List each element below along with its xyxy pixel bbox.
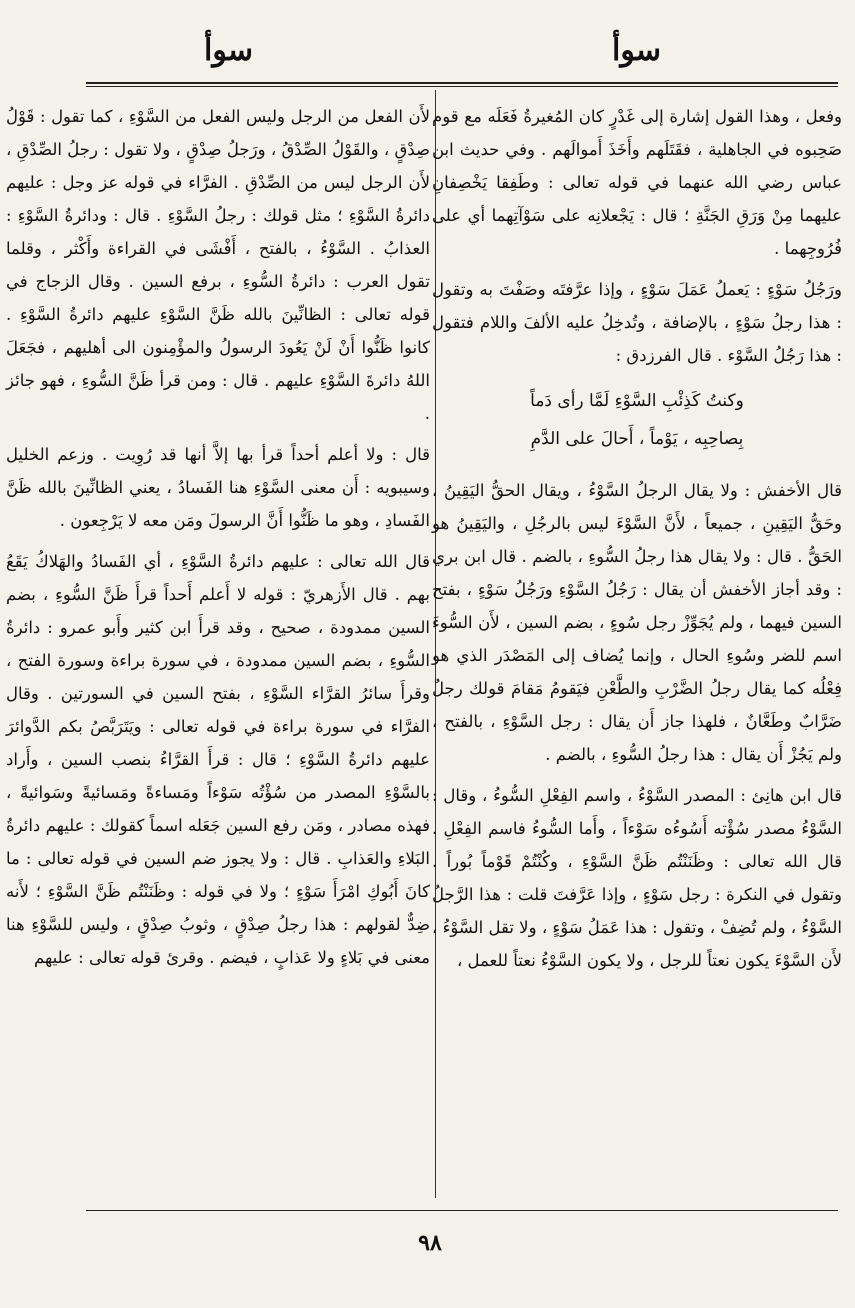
top-rule-thin (86, 86, 838, 87)
right-paragraph-2: ورَجُلُ سَوْءٍ : يَعملُ عَمَلَ سَوْءٍ ، وإذا عرَّفتَه وصَفْتَ به وتقول : هذا رجلُ سَوْءٍ ، بالإضافة ، وتُدخِلُ عليه الألفَ واللام فتقول : هذا رَجُلُ السَّوْء . قال الفرزدق : (432, 280, 842, 365)
right-paragraph-4: قال ابن هانِئ : المصدر السَّوْءُ ، واسم الفِعْلِ السُّوءُ ، وقال : السَّوْءُ مصدر سُؤْته أَسُوءُه سَوْءاً ، وأَما السُّوءُ فاسم الفِعْلِ . قال الله تعالى : وظَنَنْتُم ظَنَّ السَّوْءِ ، وكُنْتُمْ قَوْماً بُوراً . وتقول في النكرة : رجل سَوْءٍ ، وإذا عَرَّفتَ قلت : هذا الرَّجلُ السَّوْءُ ، ولم تُضِفْ ، وتقول : هذا عَمَلُ سَوْءٍ ، ولا تقل السَّوْءُ ، لأَن السَّوْءَ يكون نعتاً للرجل ، ولا يكون السَّوْءُ نعتاً للعمل ، (432, 786, 842, 970)
right-paragraph-3: قال الأخفش : ولا يقال الرجلُ السَّوْءُ ، ويقال الحقُّ اليَقِينُ ، وحَقُّ اليَقِينِ ، جميعاً ، لأَنَّ السَّوْءَ ليس بالرجُلِ ، واليَقِينُ هو الحَقُّ . قال : ولا يقال هذا رجلُ السُّوءِ ، بالضم . قال ابن بري : وقد أجاز الأخفش أن يقال : رَجُلُ السَّوْءِ ورَجُلُ سَوْءٍ ، بفتح السين فيهما ، ولم يُجَوِّزْ رجل سُوءٍ ، بضم السين ، لأَن السُّوءَ اسم للضر وسُوءِ الحال ، وإنما يُضاف إلى المَصْدَر الذي هو فِعْلُه كما يقال رجلُ الضَّرْبِ والطَّعْنِ فيَقومُ مَقامَ قولك رجلٌ ضَرَّابٌ وطَعَّانٌ ، فلهذا جاز أَن يقال : رجل السَّوْءِ ، بالفتح ، ولم يَجُزْ أَن يقال : هذا رجلُ السُّوءِ ، بالضم . (432, 481, 842, 764)
right-paragraph-1: وفعل ، وهذا القول إشارة إلى غَدْرٍ كان المُغيرةُ فَعَلَه مع قوم صَحِبوه في الجاهلية ، فقَتَلَهم وأَخَذَ أَموالَهم . وفي حديث ابن عباس رضي الله عنهما في قوله تعالى : وطَفِقا يَخْصِفانِ عليهما مِنْ وَرَقِ الجَنَّةِ ؛ قال : يَجْعلانِه على سَوْآتِهما أي على فُرُوجِهما . (432, 107, 842, 258)
bottom-rule (86, 1210, 838, 1211)
top-rule (86, 82, 838, 84)
left-paragraph-3: قال الله تعالى : عليهم دائرةُ السَّوْءِ ، أي الفَسادُ والهَلاكُ يَقَعُ بهم . قال الأَزهريّ : قوله لا أَعلم أَحداً قرأَ ظَنَّ السُّوءِ ، بضم السين ممدودة ، صحيح ، وقد قرأَ ابن كثير وأَبو عمرو : دائرةُ السُّوءِ ، بضم السين ممدودة ، في سورة براءة وسورة الفتح ، وقرأَ سائرُ القرَّاء السَّوْءِ ، بفتح السين في السورتين . وقال الفرَّاء في سورة براءة في قوله تعالى : ويَتَرَبَّصُ بكم الدَّوائرَ عليهم دائرةُ السَّوْءِ ؛ قال : قرأَ القرَّاءُ بنصب السين ، وأَراد بالسَّوْءِ المصدر من سُؤْتُه سَوْءاً ومَساءةً ومَسائيةً وسَوائيةً ، فهذه مصادر ، ومَن رفع السين جَعَله اسماً كقولك : عليهم دائرةُ البَلاءِ والعَذابِ . قال : ولا يجوز ضم السين في قوله تعالى : ما كانَ أَبُوكِ امْرَأَ سَوْءٍ ؛ ولا في قوله : وظَنَنْتُم ظَنَّ السَّوْءِ ؛ لأَنه ضِدٌّ لقولهم : هذا رجلُ صِدْقٍ ، وثوبُ صِدْقٍ ، وليس للسَّوْءِ هنا معنى في بَلاءٍ ولا عَذابٍ ، فيضم . وقرئ قوله تعالى : عليهم (6, 552, 430, 967)
right-column (432, 100, 842, 985)
left-header-word: سوأ (204, 33, 253, 68)
poetry-verse (432, 382, 842, 458)
page-number: ٩٨ (418, 1230, 442, 1256)
verse-line-1: وكنتُ كَذِئْبِ السَّوْءِ لَمَّا رأى دَماً (530, 391, 744, 411)
right-header-word: سوأ (612, 33, 661, 68)
left-paragraph-1: لأَن الفعل من الرجل وليس الفعل من السَّوْءِ ، كما تقول : قَوْلُ صِدْقٍ ، والقَوْلُ الصِّدْقُ ، ورَجلُ صِدْقٍ ، ولا تقول : رجلُ الصِّدْقِ ، لأَن الرجل ليس من الصِّدْقِ . الفرَّاء في قوله عز وجل : عليهم دائرةُ السَّوْءِ ؛ مثل قولك : رجلُ السَّوْءِ . قال : ودائرةُ السَّوْءِ : العذابُ . السَّوْءُ ، بالفتح ، أَفْشَى في القراءة وأَكْثر ، وقلما تقول العرب : دائرةُ السُّوءِ ، برفع السين . وقال الزجاج في قوله تعالى : الظانِّينَ بالله ظَنَّ السَّوْءِ عليهم دائرةُ السَّوْءِ . كانوا ظَنُّوا أَنْ لَنْ يَعُودَ الرسولُ والمؤْمِنون الى أهليهم ، فجَعَلَ اللهُ دائرةَ السَّوْءِ عليهم . قال : ومن قرأ ظَنَّ السُّوءِ ، فهو جائز . (6, 107, 430, 423)
verse-line-2: بِصاحِبِه ، يَوْماً ، أَحالَ على الدَّمِ (530, 429, 744, 449)
left-column (6, 100, 430, 982)
left-paragraph-2: قال : ولا أعلم أحداً قرأ بها إلاَّ أنها قد رُوِيت . وزعم الخليل وسيبويه : أَن معنى السَّوْءِ هنا الفَسادُ ، يعني الظانِّينَ بالله ظَنَّ الفَسادِ ، وهو ما ظَنُّوا أَنَّ الرسولَ ومَن معه لا يَرْجِعون . (6, 445, 430, 530)
